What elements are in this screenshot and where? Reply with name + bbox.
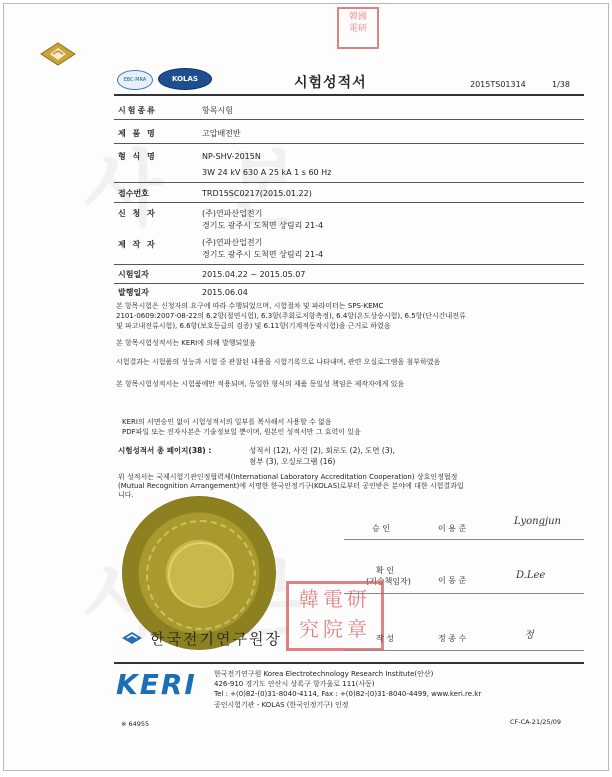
kolas-logo	[158, 68, 212, 90]
approver-signature: Lyongjun	[514, 516, 561, 527]
responsibility-paragraph: 본 항목시험성적서는 시험품에만 적용되며, 동일한 형식의 제품 동일성 책임은 제작자에게 있음	[116, 380, 405, 388]
row-divider	[114, 143, 584, 144]
document-serial: ※ 64955	[121, 720, 150, 728]
signature-divider	[344, 650, 584, 651]
test-date-label: 시험일자	[118, 270, 149, 279]
results-paragraph: 시험결과는 시험품의 성능과 시험 중 관찰된 내용을 시험기록으로 나타내며, 관련 오실로그램을 첨부하였음	[116, 358, 441, 366]
product-value: 고압배전반	[202, 129, 241, 138]
report-number: 2015TS01314	[470, 80, 526, 89]
confirm-name: 이 동 준	[438, 576, 467, 585]
copy-notice: KERI의 서면승인 없이 시험성적서의 일부를 복사해서 사용할 수 없음	[122, 418, 332, 426]
confirm-sub-label: (기술책임자)	[366, 577, 411, 586]
footer-line: 공인시험기관 - KOLAS (한국인정기구) 인정	[214, 701, 349, 709]
model-spec: 3W 24 kV 630 A 25 kA 1 s 60 Hz	[202, 168, 332, 177]
scope-line: 2101-0609:2007-08-22의 6.2항(절연시험), 6.3항(주회로저항측정), 6.4항(온도상승시험), 6.5항(단시간내전류	[116, 312, 466, 320]
approver-label: 승 인	[372, 524, 390, 533]
document-title: 시험성적서	[294, 75, 367, 91]
gold-seal	[122, 496, 276, 650]
header-divider	[114, 94, 584, 96]
confirm-label: 확 인	[376, 566, 394, 575]
ilac-statement-line: 니다.	[118, 491, 134, 499]
receipt-label: 접수번호	[118, 189, 149, 198]
row-divider	[114, 202, 584, 203]
scope-line: 및 파고내전류시험), 6.6항(보호등급의 검증) 및 6.11항(기계적동작시험)을 근거로 하였음	[116, 322, 391, 330]
keri-footer-logo: KERI	[116, 668, 197, 701]
footer-line: 426-910 경기도 안산시 상록구 항가울로 111(사동)	[214, 680, 375, 688]
product-label: 제 품 명	[118, 129, 157, 138]
footer-line: 한국전기연구원 Korea Electrotechnology Research Institute(안산)	[214, 670, 434, 678]
approver-name: 이 용 준	[438, 524, 467, 533]
ilac-statement-line: (Mutual Recognition Arrangement)에 서명한 한국인정기구(KOLAS)로부터 공인받은 분야에 대한 시험결과입	[118, 482, 464, 490]
model-value: NP-SHV-2015N	[202, 152, 261, 161]
maker-address: 경기도 광주시 도척면 상림리 21-4	[202, 250, 324, 259]
row-divider	[114, 283, 584, 284]
issue-date-label: 발행일자	[118, 288, 149, 297]
institute-red-stamp: 韓電研 究院章	[286, 581, 384, 651]
keri-diamond-icon	[40, 42, 76, 66]
writer-signature: 정	[524, 630, 534, 641]
top-red-stamp: 韓國 電研	[337, 7, 379, 49]
model-label: 형 식 명	[118, 152, 157, 161]
maker-name: (주)연파산업전기	[202, 238, 263, 247]
ebc-mra-logo-text: EBC·MRA	[123, 77, 147, 83]
keri-small-diamond-icon	[121, 631, 143, 645]
ilac-statement-line: 위 성적서는 국제시험기관인정협력체(International Laboratory Accreditation Cooperation) 상호인정협정	[118, 473, 458, 481]
issue-date-value: 2015.06.04	[202, 288, 248, 297]
form-number: CF-CA-21/25/09	[510, 718, 562, 726]
confirm-signature: D.Lee	[516, 570, 546, 581]
signature-divider	[344, 539, 584, 540]
writer-name: 정 종 수	[438, 634, 467, 643]
row-divider	[114, 182, 584, 183]
row-divider	[114, 119, 584, 120]
applicant-label: 신 청 자	[118, 209, 157, 218]
row-divider	[114, 264, 584, 265]
receipt-value: TRD15SC0217(2015.01.22)	[202, 189, 312, 198]
total-pages-label: 시험성적서 총 페이지(38) :	[118, 446, 212, 455]
total-pages-line: 성적서 (12), 사진 (2), 회로도 (2), 도면 (3),	[249, 446, 395, 455]
total-pages-line: 첨부 (3), 오실로그램 (16)	[249, 457, 336, 466]
pdf-notice: PDF파일 또는 전자사본은 기술정보일 뿐이며, 원본인 성적서만 그 효력이 있음	[122, 428, 361, 436]
certificate-page	[3, 3, 609, 771]
ebc-mra-logo	[117, 70, 153, 90]
applicant-name: (주)연파산업전기	[202, 209, 263, 218]
issued-by-paragraph: 본 항목시험성적서는 KERI에 의해 발행되었음	[116, 339, 256, 347]
page-number: 1/38	[552, 80, 570, 89]
kolas-logo-text: KOLAS	[172, 75, 198, 83]
footer-line: Tel : +(0)82-(0)31-8040-4114, Fax : +(0)82-(0)31-8040-4499, www.keri.re.kr	[214, 690, 482, 698]
footer-divider	[114, 662, 584, 664]
institute-head-name: 한국전기연구원장	[150, 630, 282, 648]
scope-paragraph	[116, 301, 466, 331]
test-type-label: 시험종류	[118, 106, 157, 115]
scope-line: 본 항목시험은 신청자의 요구에 따라 수행되었으며, 시험절차 및 파라미터는 SPS-KEMC	[116, 302, 384, 310]
maker-label: 제 작 자	[118, 240, 157, 249]
writer-label: 작 성	[376, 634, 394, 643]
applicant-address: 경기도 광주시 도척면 상림리 21-4	[202, 221, 324, 230]
test-date-value: 2015.04.22 ~ 2015.05.07	[202, 270, 306, 279]
test-type-value: 항목시험	[202, 106, 233, 115]
